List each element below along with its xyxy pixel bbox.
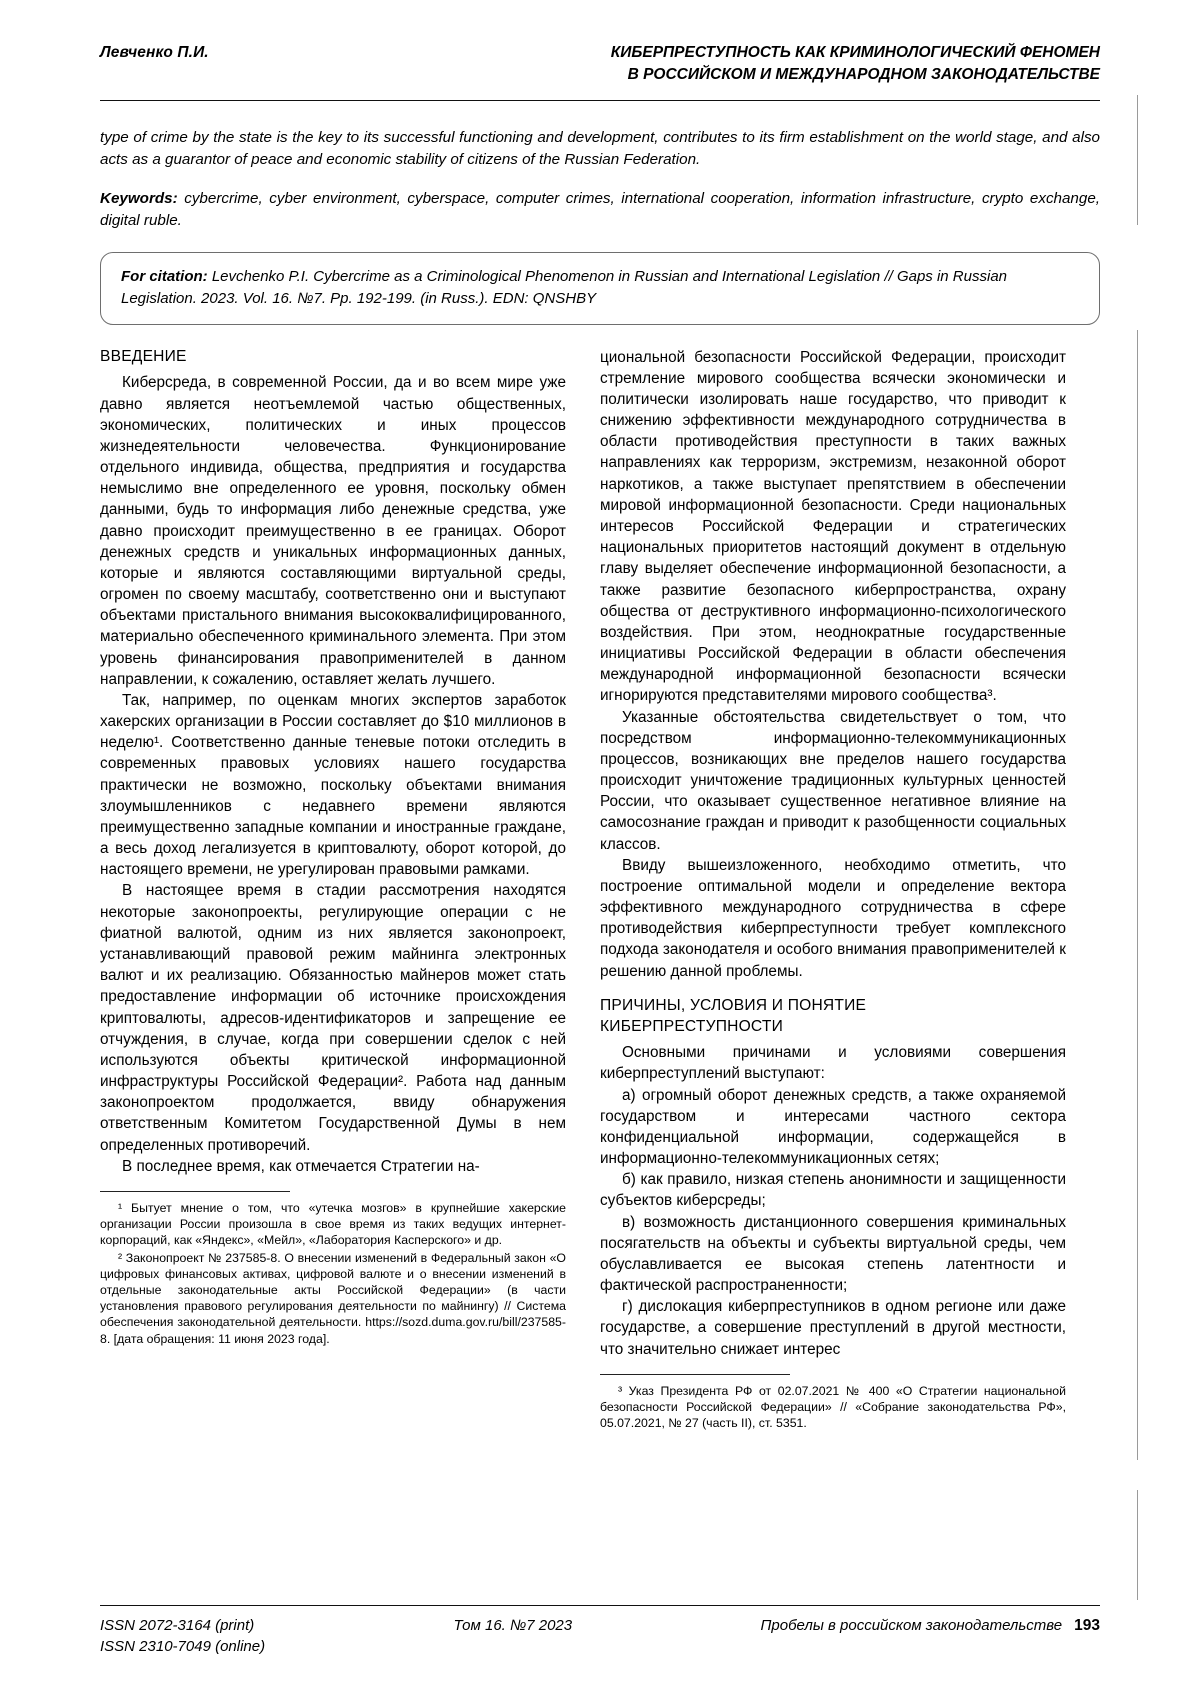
issn-block <box>100 1615 265 1657</box>
abstract-tail: type of crime by the state is the key to its successful functioning and development, contributes to its firm establishment on the world stage, and also acts as a guarantor of peace and economic stability of citizens of the Russian Federation. <box>100 129 1100 169</box>
issn-online: ISSN 2310-7049 (online) <box>100 1638 266 1655</box>
footnote: ² Законопроект № 237585-8. О внесении изменений в Федеральный закон «О цифровых финансовых активах, цифровой валюте и о внесении изменений в отдельные законодательные акты Российской Федерации» (в части установления правового регулирования деятельности по майнингу) // Система обеспечения законодательной деятельности. https://sozd.duma.gov.ru/bill/237585-8. [дата обращения: 11 июня 2023 года]. <box>100 1250 566 1346</box>
section-heading-line-1: ПРИЧИНЫ, УСЛОВИЯ И ПОНЯТИЕ <box>600 996 867 1014</box>
journal-info <box>761 1615 1100 1637</box>
footnote: ³ Указ Президента РФ от 02.07.2021 № 400 «О Стратегии национальной безопасности Российской Федерации» // «Собрание законодательства РФ», 05.07.2021, № 27 (часть II), ст. 5351. <box>600 1383 1066 1431</box>
paragraph: Основными причинами и условиями совершения киберпреступлений выступают: <box>600 1044 1066 1083</box>
keywords-text: cybercrime, cyber environment, cyberspace, computer crimes, international cooperation, information infrastructure, crypto exchange, digital ruble. <box>100 190 1100 230</box>
journal-name: Пробелы в российском законодательстве <box>760 1617 1063 1634</box>
keywords-label: Keywords: <box>100 190 178 208</box>
section-heading-line-2: КИБЕРПРЕСТУПНОСТИ <box>600 1017 783 1035</box>
paragraph: в) возможность дистанционного совершения криминальных посягательств на объекты и субъекты виртуальной среды, чем обуславливается ее высокая степень латентности и фактической распространенности; <box>600 1213 1066 1295</box>
paragraph: В настоящее время в стадии рассмотрения находятся некоторые законопроекты, регулирующие операции с не фиатной валютой, одним из них является законопроект, устанавливающий правовой режим майнинга электронных валют и их реализацию. Обязанностью майнеров может стать предоставление информации об источнике происхождения криптовалюты, адресов-идентификаторов и запрещение ее отчуждения, в случае, когда при совершении сделок с ней используются объекты критической информационной инфраструктуры Российской Федерации². Работа над данным законопроектом продолжается, ввиду обнаружения ответственным Комитетом Государственной Думы в нем определенных противоречий. <box>100 882 566 1154</box>
scan-crop-mark <box>1137 330 1138 1460</box>
keywords-block <box>100 188 1100 232</box>
footnote: ¹ Бытует мнение о том, что «утечка мозгов» в крупнейшие хакерские организации России произошла в свое время из таких ведущих интернет-корпораций, как «Яндекс», «Мейл», «Лаборатория Касперского» и др. <box>100 1200 566 1248</box>
section-heading-causes <box>600 996 1066 1037</box>
paragraph: г) дислокация киберпреступников в одном регионе или даже государстве, а совершение преступлений в другой местности, что значительно снижает интерес <box>600 1298 1066 1358</box>
header-title-line-1: КИБЕРПРЕСТУПНОСТЬ КАК КРИМИНОЛОГИЧЕСКИЙ ФЕНОМЕН <box>610 44 1100 61</box>
column-right <box>600 347 1066 1432</box>
header-article-title <box>611 42 1100 86</box>
header-divider <box>100 100 1100 101</box>
paragraph: Указанные обстоятельства свидетельствует о том, что посредством информационно-телекоммуникационных процессов, возникающих вне пределов нашего государства происходит уничтожение традиционных культурных ценностей России, что оказывает существенное негативное влияние на самосознание граждан и приводит к разобщенности социальных классов. <box>600 708 1066 853</box>
issn-print: ISSN 2072-3164 (print) <box>100 1617 255 1634</box>
paragraph: В последнее время, как отмечается Стратегии на- <box>122 1157 480 1175</box>
section-heading-introduction: ВВЕДЕНИЕ <box>100 347 187 365</box>
header-title-line-2: В РОССИЙСКОМ И МЕЖДУНАРОДНОМ ЗАКОНОДАТЕЛЬСТВЕ <box>627 66 1100 83</box>
volume-info: Том 16. №7 2023 <box>453 1617 573 1634</box>
paragraph: а) огромный оборот денежных средств, а также охраняемой государством и интересами частного сектора конфиденциальной информации, содержащейся в информационно-телекоммуникационных сетях; <box>600 1086 1066 1168</box>
paragraph: Киберсреда, в современной России, да и во всем мире уже давно является неотъемлемой частью общественных, экономических, политических и иных процессов жизнедеятельности человечества. Функционирование отдельного индивида, общества, предприятия и государства немыслимо вне определенного ее уровня, поскольку обмен данными, будь то информация либо денежные средства, уже давно происходит преимущественно в ее границах. Оборот денежных средств и уникальных информационных данных, которые и являются составляющими виртуальной среды, огромен по своему масштабу, соответственно они и выступают объектами пристального внимания высококвалифицированного, материально обеспеченного криминального элемента. При этом уровень финансирования правоприменителей в данном направлении, к сожалению, оставляет желать лучшего. <box>100 374 566 688</box>
header-author: Левченко П.И. <box>100 44 209 61</box>
footnote-divider <box>100 1191 290 1192</box>
footnote-divider <box>600 1374 790 1375</box>
paragraph: циональной безопасности Российской Федерации, происходит стремление мирового сообщества всячески экономически и политически изолировать наше государство, что приводит к снижению эффективности международного сотрудничества в области противодействия преступности в таких важных направлениях как терроризм, экстремизм, незаконной оборот наркотиков, а также выступает препятствием в обеспечении мировой информационной безопасности. Среди национальных интересов Российской Федерации и стратегических национальных приоритетов настоящий документ в отдельную главу выделяет обеспечение информационной безопасности, а также развитие безопасного киберпространства, охрану общества от деструктивного информационно-психологического воздействия. При этом, неоднократные государственные инициативы Российской Федерации в области обеспечения международной информационной безопасности всячески игнорируются представителями мирового сообщества³. <box>600 348 1066 705</box>
scan-crop-mark <box>1137 95 1138 225</box>
footer-divider <box>100 1605 1100 1606</box>
page-footer <box>100 1605 1100 1657</box>
citation-label: For citation: <box>121 268 208 286</box>
scan-crop-mark <box>1137 1490 1138 1600</box>
paragraph: Ввиду вышеизложенного, необходимо отметить, что построение оптимальной модели и определение вектора эффективного международного сотрудничества в сфере противодействия киберпреступности требует комплексного подхода законодателя и особого внимания правоприменителей к решению данной проблемы. <box>600 856 1066 980</box>
page-number: 193 <box>1074 1617 1100 1634</box>
article-body <box>100 347 1100 1432</box>
paragraph: б) как правило, низкая степень анонимности и защищенности субъектов киберсреды; <box>600 1171 1066 1210</box>
page-header <box>100 42 1100 94</box>
citation-text: Levchenko P.I. Cybercrime as a Criminological Phenomenon in Russian and International Legislation // Gaps in Russian Legislation. 2023. Vol. 16. №7. Pp. 192-199. (in Russ.). EDN: QNSHBY <box>121 268 1008 307</box>
paragraph: Так, например, по оценкам многих экспертов заработок хакерских организации в России составляет до $10 миллионов в неделю¹. Соответственно данные теневые потоки отследить в современных правовых условиях нашего государства практически не возможно, поскольку объектами внимания злоумышленников с недавнего времени являются преимущественно западные компании и иностранные граждане, а весь доход легализуется в криптовалюту, оборот которой, до настоящего времени, не урегулирован правовыми рамками. <box>100 691 566 879</box>
column-left <box>100 347 566 1432</box>
citation-box <box>100 252 1100 325</box>
